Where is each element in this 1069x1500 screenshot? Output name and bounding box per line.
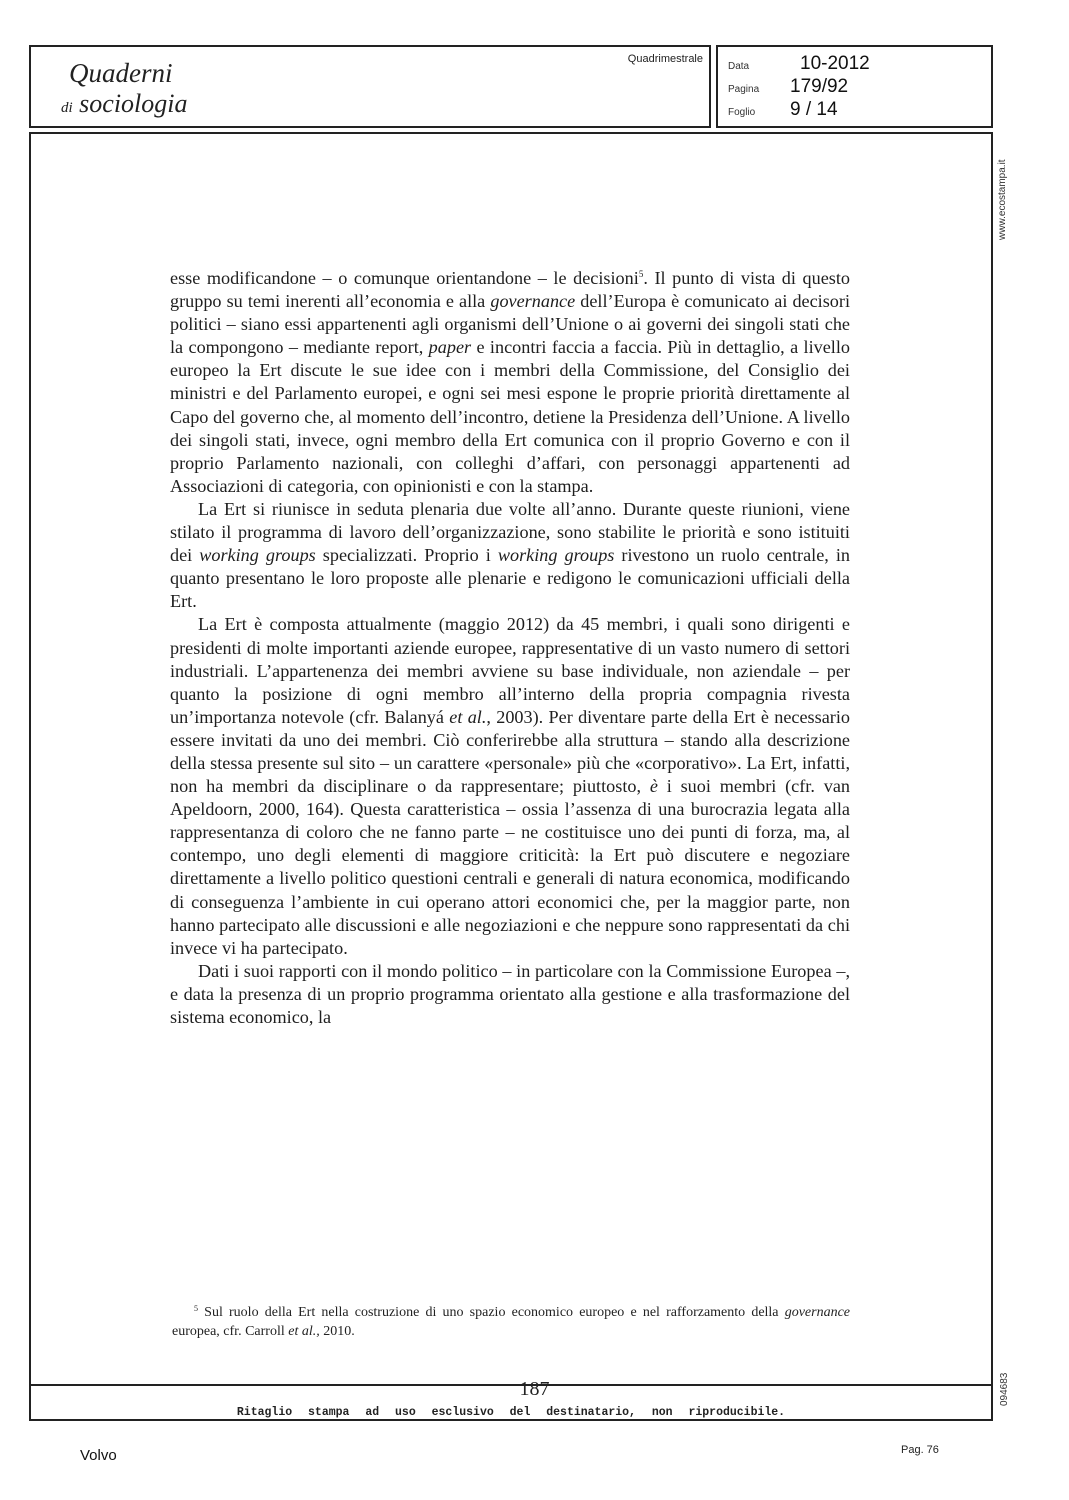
paragraph [170,498,850,613]
meta-sheet-value: 9 / 14 [790,99,838,120]
publication-logo [61,57,188,123]
article-body [170,267,850,1029]
footnote-ref: 5 [638,269,644,279]
header-meta-box [716,45,993,128]
meta-date-label: Data [728,61,750,72]
website-watermark: www.ecostampa.it [997,159,1008,240]
italic-term: governance [784,1305,851,1320]
italic-term: et al. [449,706,487,727]
text-run: esse modificandone – o comunque orientandone – le decisioni [170,268,639,288]
meta-page [728,74,978,98]
italic-term: governance [490,291,576,312]
meta-date [728,51,978,75]
page-number: 187 [519,1378,550,1400]
clipping-code: 094683 [999,1372,1010,1406]
footnote [172,1303,850,1341]
italic-term: è [649,776,658,797]
disclaimer: Ritaglio stampa ad uso esclusivo del destinatario, non riproducibile. [236,1406,786,1419]
text-run: , 2003). Per diventare parte della Ert è necessario essere invitati da uno dei membri. Ciò conferirebbe alla struttura – stando alla descrizione della stessa presente sul sito – un carattere «personale» più che «corporativo». La Ert, infatti, non ha membri da disciplinare o da rappresentare; piuttosto, [170,706,850,797]
text-run: Dati i suoi rapporti con il mondo politico – in particolare con la Commissione Europea –, e data la presenza di un proprio programma orientato alla gestione e alla trasformazione del sistema economico, la [170,960,850,1027]
client-name: Volvo [80,1447,117,1464]
italic-term: paper [428,337,472,358]
meta-page-label: Pagina [728,84,760,95]
meta-page-value: 179/92 [790,76,849,97]
meta-date-value: 10-2012 [800,53,870,74]
text-run: La Ert è composta attualmente (maggio 2012) da 45 membri, i quali sono dirigenti e presidenti di molte importanti aziende europee, rappresentative di un vasto numero di settori industriali. L’appartenenza dei membri avviene su base individuale, non aziendale – per quanto la posizione di ogni membro all’interno della propria compagnia rivesta un’importanza notevole (cfr. Balanyá [170,614,850,727]
footer-page: Pag. 76 [901,1444,939,1456]
italic-term: et al., [288,1324,320,1339]
italic-term: working groups [199,545,316,566]
logo-prefix: di [61,100,73,116]
text-run: . Il punto di vista di questo gruppo su temi inerenti all’economia e alla [170,268,851,312]
text-run: rivestono un ruolo centrale, in quanto presentano le loro proposte alle plenarie e redigono le comunicazioni ufficiali della Ert. [170,545,850,612]
logo-line-1: Quaderni [69,58,173,88]
text-run: Sul ruolo della Ert nella costruzione di uno spazio economico europeo e nel rafforzamento della [204,1305,785,1320]
paragraph [170,267,850,498]
text-run: europea, cfr. Carroll [172,1324,289,1339]
meta-sheet-label: Foglio [728,107,756,118]
paragraph [170,613,850,959]
text-run: e incontri faccia a faccia. Più in dettaglio, a livello europeo la Ert discute le sue idee con i membri della Commissione, del Consiglio dei ministri e del Parlamento europei, e ogni sei mesi espone le proprie priorità direttamente al Capo del governo che, al momento dell’incontro, detiene la Presidenza dell’Unione. A livello dei singoli stati, invece, ogni membro della Ert comunica con il proprio Governo e con il proprio Parlamento nazionali, con colleghi d’affari, con personaggi appartenenti ad Associazioni di categoria, con opinionisti e con la stampa. [170,337,850,496]
text-run: specializzati. Proprio i [315,545,498,566]
paragraph [170,960,850,1029]
text-run: La Ert si riunisce in seduta plenaria due volte all’anno. Durante queste riunioni, viene stilato il programma di lavoro dell’organizzazione, sono stabilite le priorità e sono istituiti dei [170,498,850,566]
logo-line-2 [61,89,188,123]
meta-sheet [728,97,978,121]
logo-word: sociologia [79,89,188,118]
text-run: dell’Europa è comunicato ai decisori politici – siano essi appartenenti agli organismi dell’Unione o ai governi dei singoli stati che la compongono – mediante report, [170,291,851,358]
italic-term: working groups [497,545,615,566]
text-run: i suoi membri (cfr. van Apeldoorn, 2000, 164). Questa caratteristica – ossia l’assenza di una burocrazia legata alla rappresentanza di coloro che ne fanno parte – ne costituisce uno dei punti di forza, ma, al contempo, uno degli elementi di maggiore criticità: la Ert può discutere e negoziare direttamente a livello politico questioni centrali e generali di natura economica, modificando di conseguenza l’ambiente in cui operano attori economici che, per la maggior parte, non hanno partecipato alle discussioni e alle negoziazioni e che neppure sono rappresentati da chi invece vi ha partecipato. [170,776,850,958]
frequency-label: Quadrimestrale [627,53,703,65]
header-publication-box [29,45,711,128]
footnote-number: 5 [194,1304,198,1313]
text-run: 2010. [319,1324,355,1339]
